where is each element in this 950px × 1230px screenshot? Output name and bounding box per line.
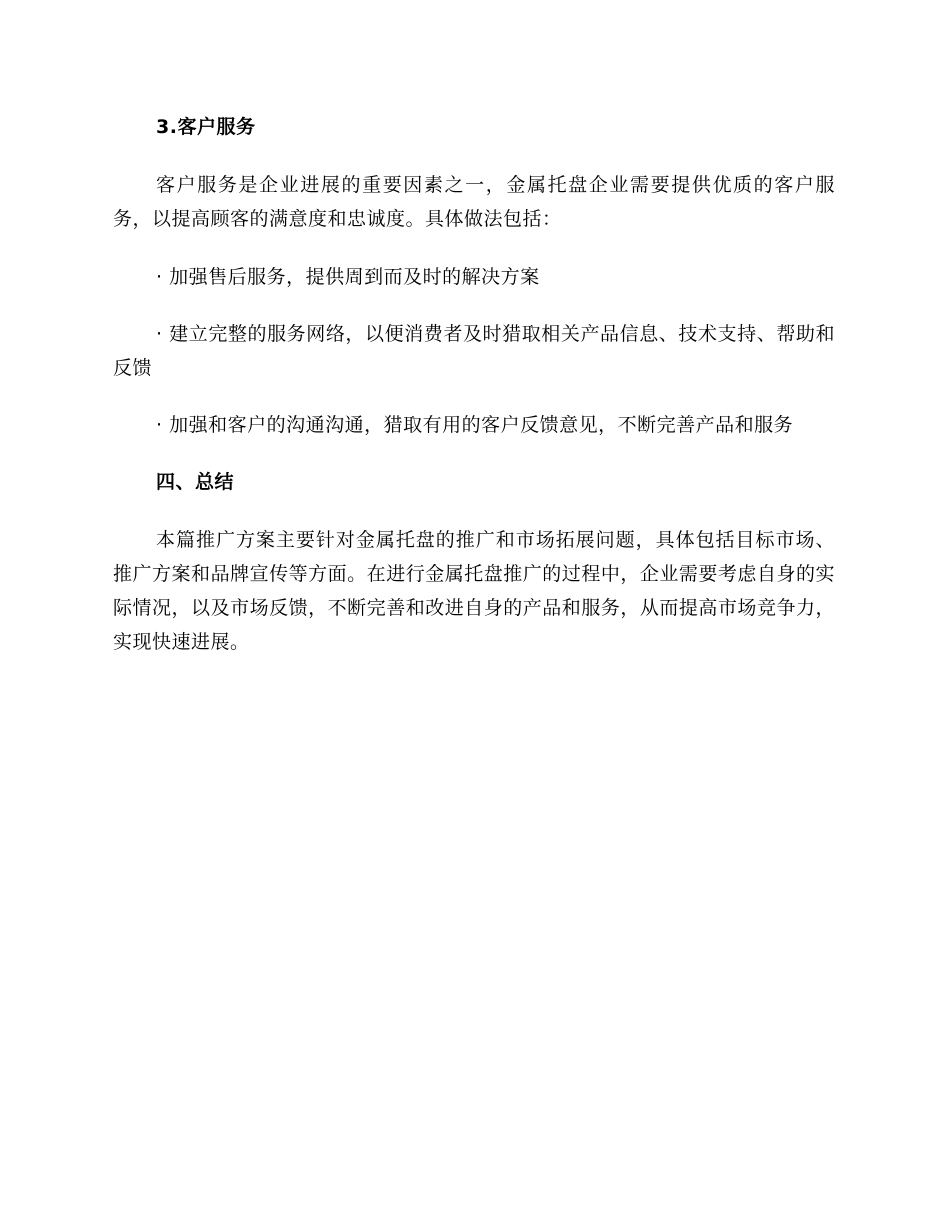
section-paragraph-intro: 客户服务是企业进展的重要因素之一，金属托盘企业需要提供优质的客户服务，以提高顾客的满意度和忠诚度。具体做法包括： bbox=[113, 174, 835, 230]
document-content bbox=[113, 110, 835, 683]
section-paragraph-summary: 本篇推广方案主要针对金属托盘的推广和市场拓展问题，具体包括目标市场、推广方案和品牌宣传等方面。在进行金属托盘推广的过程中，企业需要考虑自身的实际情况，以及市场反馈，不断完善和改进自身的产品和服务，从而提高市场竞争力，实现快速进展。 bbox=[113, 529, 835, 653]
section-heading-summary: 四、总结 bbox=[156, 471, 235, 493]
bullet-item: · 加强和客户的沟通沟通，猎取有用的客户反馈意见，不断完善产品和服务 bbox=[156, 414, 794, 436]
section-heading-customer-service: 3.客户服务 bbox=[156, 116, 256, 138]
bullet-item: · 加强售后服务，提供周到而及时的解决方案 bbox=[156, 266, 540, 288]
bullet-item: · 建立完整的服务网络，以便消费者及时猎取相关产品信息、技术支持、帮助和反馈 bbox=[113, 323, 835, 379]
